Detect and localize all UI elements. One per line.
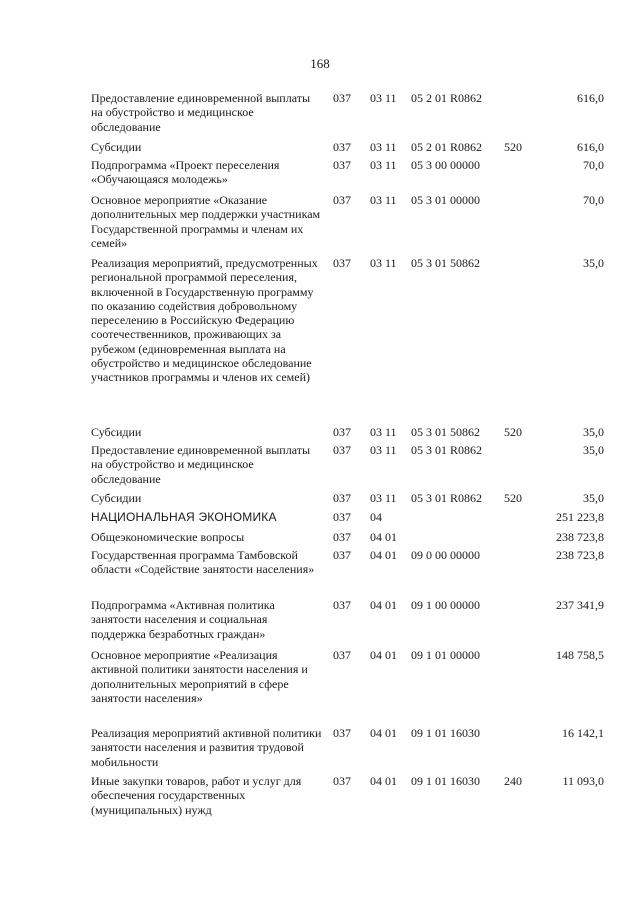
amount: 70,0 [583,158,604,172]
target-code: 09 1 01 16030 [411,774,480,788]
row-name: Иные закупки товаров, работ и услуг для обеспечения государственных (муниципальных) нужд [91,774,302,817]
row-name: Основное мероприятие «Оказание дополнительных мер поддержки участникам Государственной программы и членам их семей» [91,193,321,250]
section-code: 03 11 [370,158,397,172]
amount: 16 142,1 [562,726,604,740]
amount: 35,0 [583,491,604,505]
row-name: Субсидии [91,140,142,154]
section-heading: НАЦИОНАЛЬНАЯ ЭКОНОМИКА [91,510,277,524]
admin-code: 037 [333,256,351,270]
target-code: 05 3 01 50862 [411,256,480,270]
section-code: 03 11 [370,140,397,154]
target-code: 09 1 01 16030 [411,726,480,740]
amount: 148 758,5 [556,648,604,662]
expense-code: 520 [504,140,522,154]
section-code: 04 01 [370,548,397,562]
admin-code: 037 [333,491,351,505]
amount: 70,0 [583,193,604,207]
row-name: Основное мероприятие «Реализация активной политики занятости населения и дополнительных мероприятий в сфере занятости населения» [91,648,308,705]
section-code: 04 01 [370,598,397,612]
row-name: Государственная программа Тамбовской области «Содействие занятости населения» [91,548,315,577]
admin-code: 037 [333,648,351,662]
row-name: Общеэкономические вопросы [91,530,245,544]
target-code: 05 2 01 R0862 [411,140,483,154]
row-name: Предоставление единовременной выплаты на обустройство и медицинское обследование [91,91,311,134]
admin-code: 037 [333,530,351,544]
row-name: Подпрограмма «Проект переселения «Обучающаяся молодежь» [91,158,280,187]
amount: 237 341,9 [556,598,604,612]
section-code: 03 11 [370,491,397,505]
section-code: 04 01 [370,648,397,662]
amount: 238 723,8 [556,548,604,562]
row-name: Реализация мероприятий, предусмотренных региональной программой переселения, включенной в Государственную программу по оказанию содействия добровольному переселению в Российскую Федерацию соотечественников, проживающих за рубежом (единовременная выплата на обустройство и медицинское обследование участников программы и членов их семей) [91,256,318,385]
admin-code: 037 [333,91,351,105]
target-code: 09 1 00 00000 [411,598,480,612]
section-code: 03 11 [370,256,397,270]
amount: 11 093,0 [562,774,604,788]
row-name: Реализация мероприятий активной политики занятости населения и развития трудовой мобильности [91,726,322,769]
expense-code: 520 [504,491,522,505]
admin-code: 037 [333,193,351,207]
target-code: 05 3 01 R0862 [411,491,483,505]
amount: 35,0 [583,256,604,270]
target-code: 05 3 01 50862 [411,425,480,439]
row-name: Субсидии [91,491,142,505]
admin-code: 037 [333,425,351,439]
admin-code: 037 [333,510,351,524]
target-code: 05 3 01 R0862 [411,443,483,457]
target-code: 09 1 01 00000 [411,648,480,662]
amount: 616,0 [577,91,604,105]
target-code: 05 2 01 R0862 [411,91,483,105]
amount: 616,0 [577,140,604,154]
amount: 251 223,8 [556,510,604,524]
page-number: 168 [310,56,330,71]
admin-code: 037 [333,158,351,172]
admin-code: 037 [333,443,351,457]
admin-code: 037 [333,140,351,154]
section-code: 03 11 [370,425,397,439]
admin-code: 037 [333,774,351,788]
target-code: 05 3 01 00000 [411,193,480,207]
section-code: 04 [370,510,382,524]
admin-code: 037 [333,598,351,612]
row-name: Субсидии [91,425,142,439]
expense-code: 240 [504,774,522,788]
section-code: 04 01 [370,726,397,740]
admin-code: 037 [333,548,351,562]
row-name: Предоставление единовременной выплаты на обустройство и медицинское обследование [91,443,311,486]
target-code: 05 3 00 00000 [411,158,480,172]
section-code: 03 11 [370,91,397,105]
amount: 35,0 [583,425,604,439]
section-code: 03 11 [370,193,397,207]
section-code: 03 11 [370,443,397,457]
expense-code: 520 [504,425,522,439]
row-name: Подпрограмма «Активная политика занятости населения и социальная поддержка безработных граждан» [91,598,275,641]
section-code: 04 01 [370,774,397,788]
amount: 35,0 [583,443,604,457]
target-code: 09 0 00 00000 [411,548,480,562]
section-code: 04 01 [370,530,397,544]
admin-code: 037 [333,726,351,740]
amount: 238 723,8 [556,530,604,544]
